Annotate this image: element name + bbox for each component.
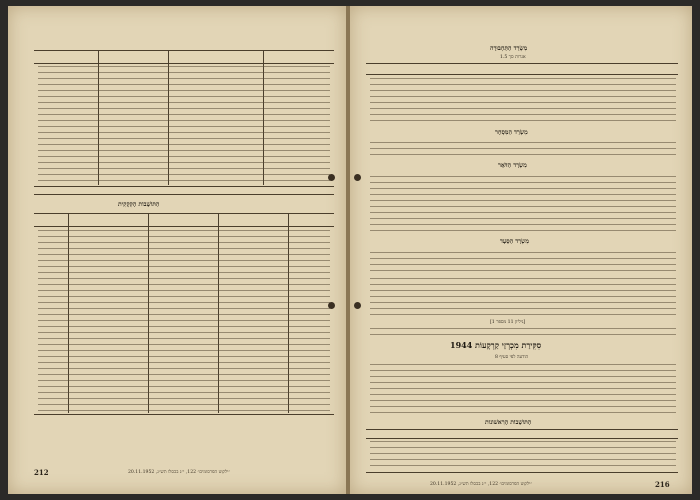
table-rows <box>370 441 676 471</box>
section-title: הַתּוֹשָׁבוֹת הָקִקְקִית <box>118 201 160 208</box>
header-rule <box>366 429 678 430</box>
block-title: מִשְׂרַד הַתַּחְבּוּרָה <box>490 45 528 52</box>
binding-hole <box>328 302 335 309</box>
block-title: מִשְׂרַד הַדֹּאַר <box>498 162 527 169</box>
total-rule <box>34 194 334 195</box>
page-number: 212 <box>34 468 49 477</box>
header-rule <box>34 213 334 214</box>
table-rows <box>38 66 330 186</box>
table-rows <box>370 142 676 156</box>
block-title: מִשְׂרַד הַסַּעַד <box>500 238 529 245</box>
note: [גיליון 11 מספר 1] <box>490 320 526 325</box>
paragraph-text <box>370 364 676 416</box>
paragraph-text <box>370 328 676 336</box>
page-number: 216 <box>655 480 670 489</box>
top-rule <box>34 50 334 51</box>
main-title: סִקִּירַת מִכְרְזֵי קַרְקָעוֹת 1944 <box>450 340 542 350</box>
bottom-rule <box>34 414 334 415</box>
document-spread <box>8 6 696 496</box>
bottom-rule <box>366 472 678 473</box>
header-rule <box>366 63 678 64</box>
table-rows <box>370 252 676 272</box>
paragraph-text <box>370 278 676 316</box>
block-title: מִשְׂרַד הַמִּסְחָר <box>495 129 528 136</box>
total-rule <box>34 186 334 187</box>
header-rule <box>366 74 678 75</box>
header-rule <box>34 63 334 64</box>
binding-hole <box>354 302 361 309</box>
footer: ״ילקוט הפרסומים״ 122, י״ג בכסלו תש״ג, 20.11.1952 <box>128 470 231 475</box>
footer: ״ילקוט הפרסומים״ 122, י״ג בכסלו תש״ג, 20.11.1952 <box>430 482 533 487</box>
header-rule <box>34 226 334 227</box>
header-rule <box>366 438 678 439</box>
table-rows <box>370 176 676 234</box>
left-page <box>8 6 346 494</box>
table-title: הַתּוֹשָׁבוֹת הָרִאשׁוֹנוֹת <box>485 419 532 426</box>
table-rows <box>38 230 330 412</box>
binding-hole <box>354 174 361 181</box>
table-rows <box>370 78 676 126</box>
binding-hole <box>328 174 335 181</box>
main-subtitle: הודעה לפי סעיף 8 <box>495 355 529 360</box>
block-subtitle: אגרות סך 1.5 <box>500 55 526 60</box>
right-page <box>350 6 692 494</box>
